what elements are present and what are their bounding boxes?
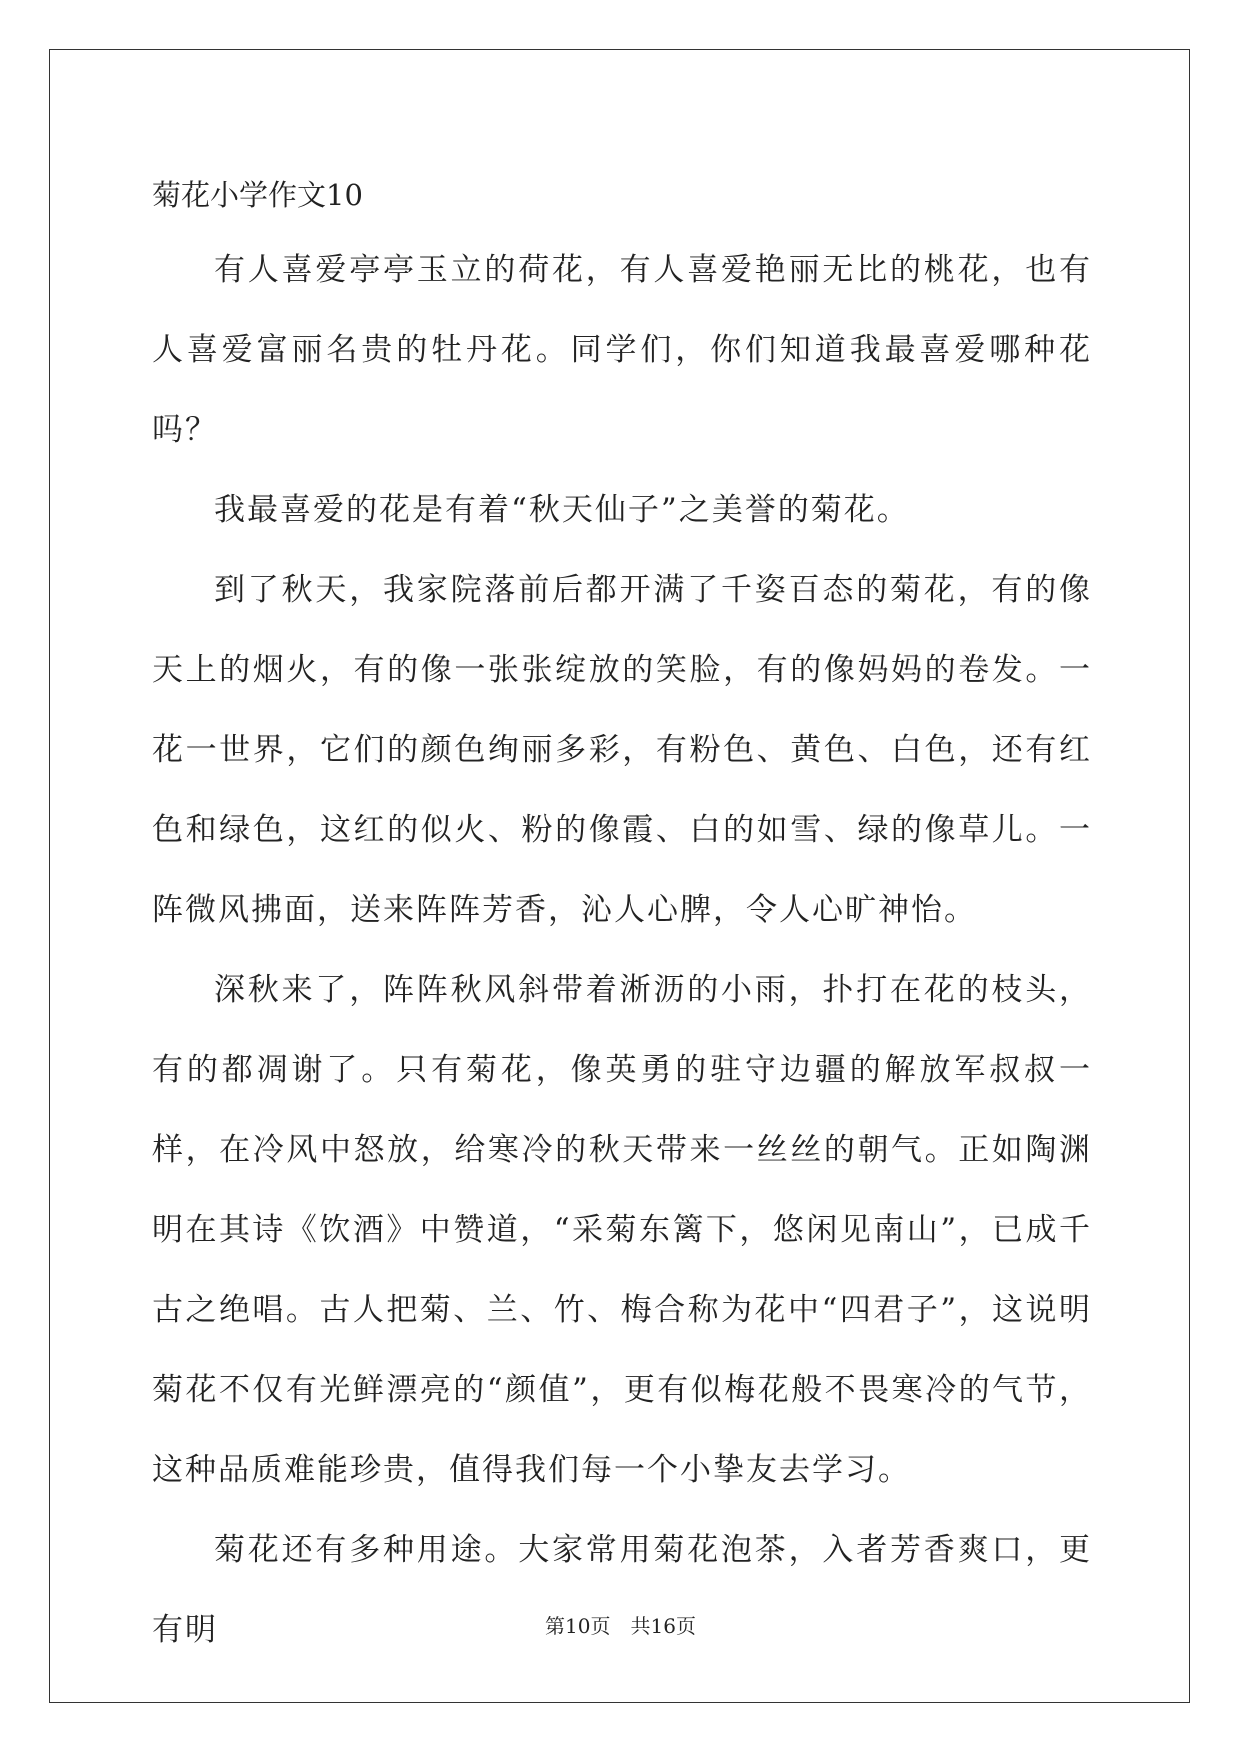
paragraph-3: 到了秋天，我家院落前后都开满了千姿百态的菊花，有的像天上的烟火，有的像一张张绽放的笑脸，有的像妈妈的卷发。一花一世界，它们的颜色绚丽多彩，有粉色、黄色、白色，还有红色和绿色，这红的似火、粉的像霞、白的如雪、绿的像草儿。一阵微风拂面，送来阵阵芳香，沁人心脾，令人心旷神怡。 bbox=[152, 572, 1092, 928]
paragraph-1: 有人喜爱亭亭玉立的荷花，有人喜爱艳丽无比的桃花，也有人喜爱富丽名贵的牡丹花。同学们，你们知道我最喜爱哪种花吗？ bbox=[152, 252, 1092, 448]
page-number-footer: 第10页 共16页 bbox=[545, 1614, 696, 1638]
paragraph-5: 菊花还有多种用途。大家常用菊花泡茶，入者芳香爽口，更有明 bbox=[152, 1532, 1092, 1648]
document-body bbox=[152, 160, 1092, 1670]
document-title: 菊花小学作文10 bbox=[152, 178, 363, 212]
paragraph-2: 我最喜爱的花是有着“秋天仙子”之美誉的菊花。 bbox=[214, 492, 910, 528]
paragraph-4: 深秋来了，阵阵秋风斜带着淅沥的小雨，扑打在花的枝头，有的都凋谢了。只有菊花，像英勇的驻守边疆的解放军叔叔一样，在冷风中怒放，给寒冷的秋天带来一丝丝的朝气。正如陶渊明在其诗《饮酒》中赞道，“采菊东篱下，悠闲见南山”，已成千古之绝唱。古人把菊、兰、竹、梅合称为花中“四君子”，这说明菊花不仅有光鲜漂亮的“颜值”，更有似梅花般不畏寒冷的气节，这种品质难能珍贵，值得我们每一个小挚友去学习。 bbox=[152, 972, 1092, 1488]
